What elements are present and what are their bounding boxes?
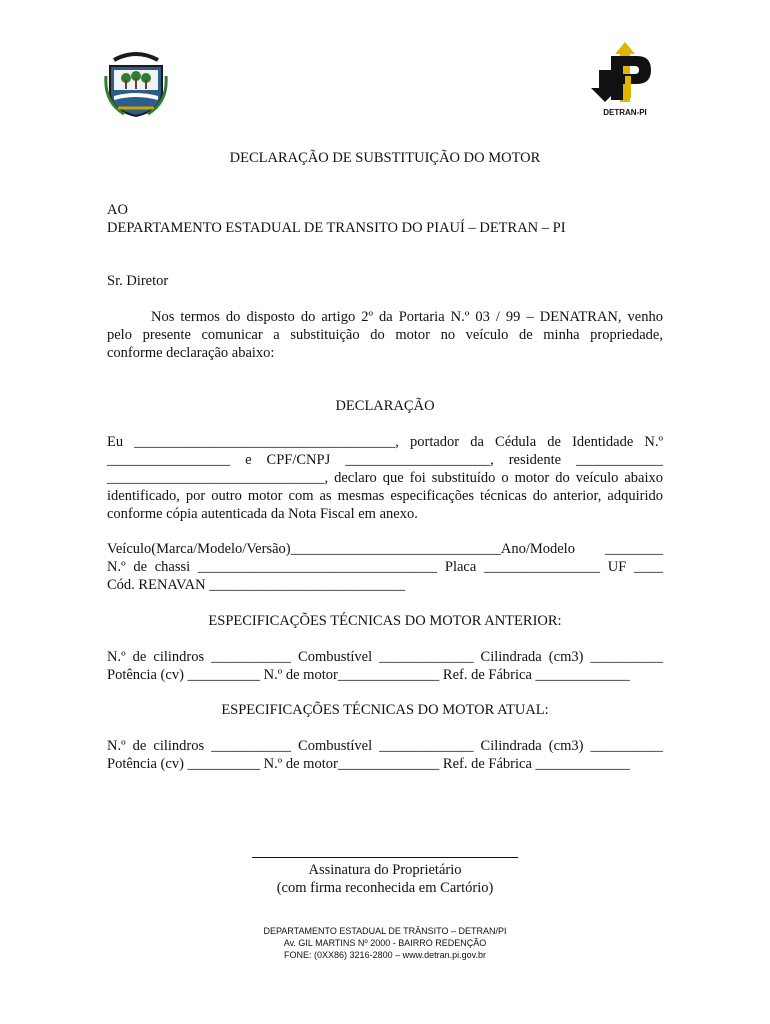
previous-engine-line-1: N.º de cilindros ___________ Combustível _____________ Cilindrada (cm3) __________ [107,649,663,665]
footer-line-1: DEPARTAMENTO ESTADUAL DE TRÂNSITO – DETRAN/PI [263,926,507,936]
detran-emblem-icon [585,40,665,110]
recipient-line-2: DEPARTAMENTO ESTADUAL DE TRANSITO DO PIAUÍ – DETRAN – PI [107,220,566,236]
previous-engine-line-2: Potência (cv) __________ N.º de motor______________ Ref. de Fábrica _____________ [107,667,630,683]
state-seal-logo [104,46,168,118]
current-engine-section [107,737,663,773]
current-engine-heading: ESPECIFICAÇÕES TÉCNICAS DO MOTOR ATUAL: [221,702,549,718]
declaration-heading: DECLARAÇÃO [335,398,435,414]
salutation: Sr. Diretor [107,273,169,289]
intro-paragraph [107,308,663,362]
vehicle-line-1: Veículo(Marca/Modelo/Versão)_____________________________Ano/Modelo ________ [107,541,663,557]
footer-line-2: Av. GIL MARTINS Nº 2000 - BAIRRO REDENÇÃO [283,938,487,948]
current-engine-line-2: Potência (cv) __________ N.º de motor______________ Ref. de Fábrica _____________ [107,756,630,772]
declaration-line-3: ______________________________, declaro que foi substituído o motor do veículo abaixo [107,470,663,486]
detran-logo-caption: DETRAN-PI [603,108,647,117]
recipient-line-1: AO [107,202,128,218]
coat-of-arms-icon [104,46,168,118]
vehicle-line-3: Cód. RENAVAN ___________________________ [107,577,405,593]
previous-engine-heading: ESPECIFICAÇÕES TÉCNICAS DO MOTOR ANTERIOR: [208,613,562,629]
current-engine-line-1: N.º de cilindros ___________ Combustível _____________ Cilindrada (cm3) __________ [107,738,663,754]
footer-line-3: FONE: (0XX86) 3216-2800 – www.detran.pi.gov.br [284,950,486,960]
vehicle-line-2: N.º de chassi _________________________________ Placa ________________ UF ____ [107,559,663,575]
declaration-paragraph [107,433,663,523]
signature-label: Assinatura do Proprietário [308,862,462,878]
intro-line-3: conforme declaração abaixo: [107,345,275,361]
detran-pi-logo [585,40,665,120]
declaration-line-1: Eu ____________________________________, portador da Cédula de Identidade N.º [107,434,663,450]
vehicle-section [107,540,663,594]
intro-line-1: Nos termos do disposto do artigo 2º da Portaria N.º 03 / 99 – DENATRAN, venho [151,309,663,325]
intro-line-2: pelo presente comunicar a substituição do motor no veículo de minha propriedade, [107,327,663,343]
declaration-line-5: conforme cópia autenticada da Nota Fiscal em anexo. [107,506,418,522]
document-title: DECLARAÇÃO DE SUBSTITUIÇÃO DO MOTOR [229,150,541,166]
signature-line [252,857,518,858]
declaration-line-4: identificado, por outro motor com as mesmas especificações técnicas do anterior, adquirido [107,488,663,504]
signature-note: (com firma reconhecida em Cartório) [276,880,494,896]
previous-engine-section [107,648,663,684]
declaration-line-2: _________________ e CPF/CNPJ ____________________, residente ____________ [107,452,663,468]
